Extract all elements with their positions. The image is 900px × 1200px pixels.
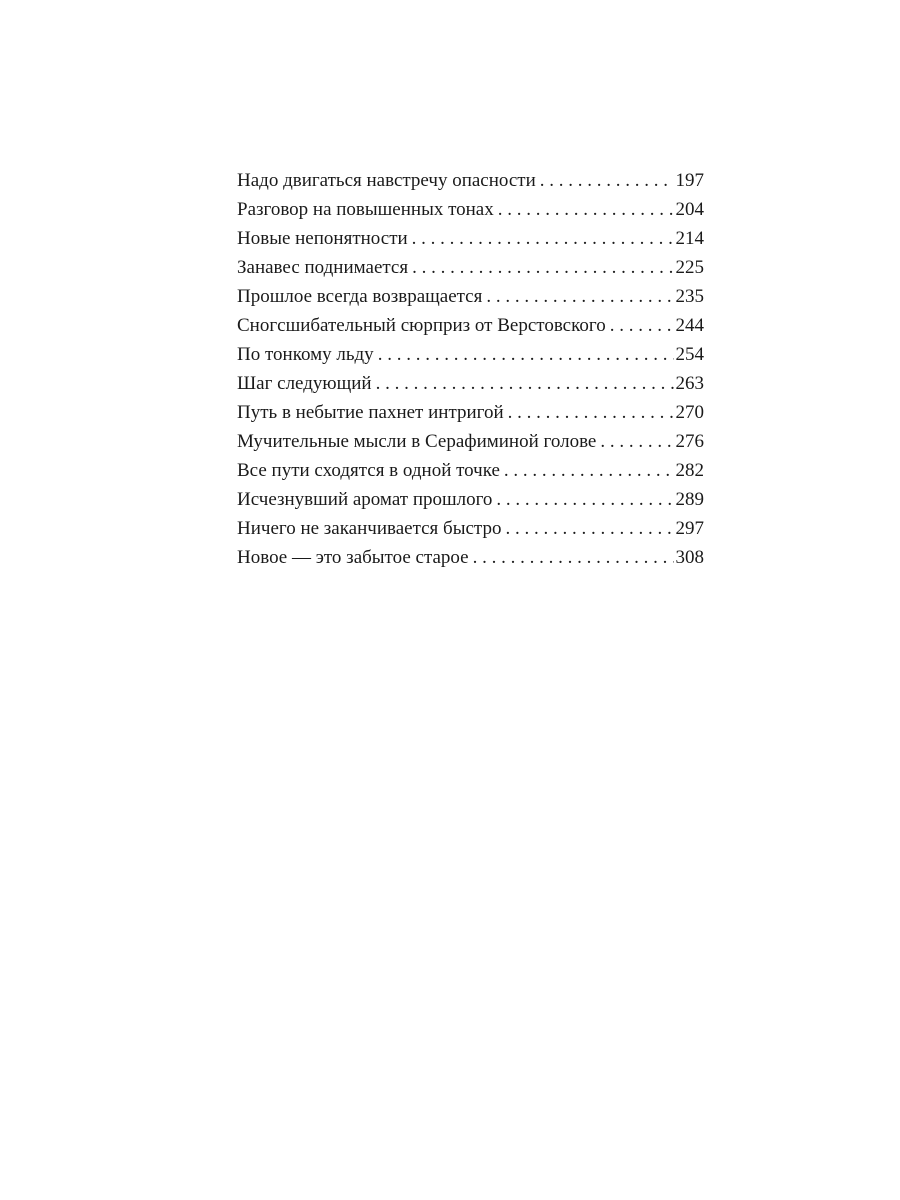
toc-entry <box>237 166 704 195</box>
toc-entry-title: Прошлое всегда возвращается <box>237 286 483 307</box>
toc-entry-title: Сногсшибательный сюрприз от Верстовского <box>237 315 606 336</box>
toc-dot-leader <box>378 340 674 369</box>
toc-entry-title: Мучительные мысли в Серафиминой голове <box>237 431 597 452</box>
toc-entry <box>237 224 704 253</box>
toc-entry-title: Путь в небытие пахнет интригой <box>237 402 504 423</box>
toc-entry <box>237 253 704 282</box>
toc-dot-leader <box>412 253 673 282</box>
toc-entry-page-number: 244 <box>675 315 704 336</box>
toc-entry <box>237 398 704 427</box>
toc-entry <box>237 369 704 398</box>
toc-entry <box>237 427 704 456</box>
toc-dot-leader <box>540 166 674 195</box>
toc-entry-page-number: 204 <box>675 199 704 220</box>
toc-dot-leader <box>376 369 674 398</box>
toc-entry-page-number: 235 <box>675 286 704 307</box>
toc-dot-leader <box>412 224 674 253</box>
toc-dot-leader <box>610 311 674 340</box>
toc-entry-title: По тонкому льду <box>237 344 374 365</box>
toc-entry-title: Шаг следующий <box>237 373 372 394</box>
toc-dot-leader <box>486 282 673 311</box>
toc-dot-leader <box>505 514 673 543</box>
toc-entry-page-number: 276 <box>675 431 704 452</box>
toc-dot-leader <box>508 398 674 427</box>
toc-entry-page-number: 308 <box>675 547 704 568</box>
toc-dot-leader <box>473 543 674 572</box>
toc-entry-page-number: 263 <box>675 373 704 394</box>
toc-entry <box>237 311 704 340</box>
toc-dot-leader <box>504 456 674 485</box>
toc-entry-page-number: 225 <box>675 257 704 278</box>
toc-entry <box>237 456 704 485</box>
toc-entry-page-number: 214 <box>675 228 704 249</box>
toc-entry-title: Новые непонятности <box>237 228 408 249</box>
toc-dot-leader <box>496 485 673 514</box>
toc-entry-title: Надо двигаться навстречу опасности <box>237 170 536 191</box>
toc-entry-title: Исчезнувший аромат прошлого <box>237 489 493 510</box>
toc-entry-page-number: 254 <box>675 344 704 365</box>
toc-dot-leader <box>600 427 673 456</box>
table-of-contents <box>237 166 704 572</box>
toc-entry <box>237 340 704 369</box>
toc-entry-page-number: 289 <box>675 489 704 510</box>
toc-entry <box>237 543 704 572</box>
toc-entry-title: Ничего не заканчивается быстро <box>237 518 502 539</box>
toc-entry <box>237 485 704 514</box>
toc-entry-page-number: 197 <box>675 170 704 191</box>
toc-entry-title: Занавес поднимается <box>237 257 409 278</box>
toc-entry <box>237 282 704 311</box>
toc-entry-title: Разговор на повышенных тонах <box>237 199 494 220</box>
toc-entry-page-number: 297 <box>675 518 704 539</box>
toc-entry <box>237 514 704 543</box>
toc-entry-title: Новое — это забытое старое <box>237 547 469 568</box>
toc-dot-leader <box>498 195 674 224</box>
toc-entry-page-number: 270 <box>675 402 704 423</box>
toc-entry-page-number: 282 <box>675 460 704 481</box>
toc-entry <box>237 195 704 224</box>
toc-entry-title: Все пути сходятся в одной точке <box>237 460 500 481</box>
